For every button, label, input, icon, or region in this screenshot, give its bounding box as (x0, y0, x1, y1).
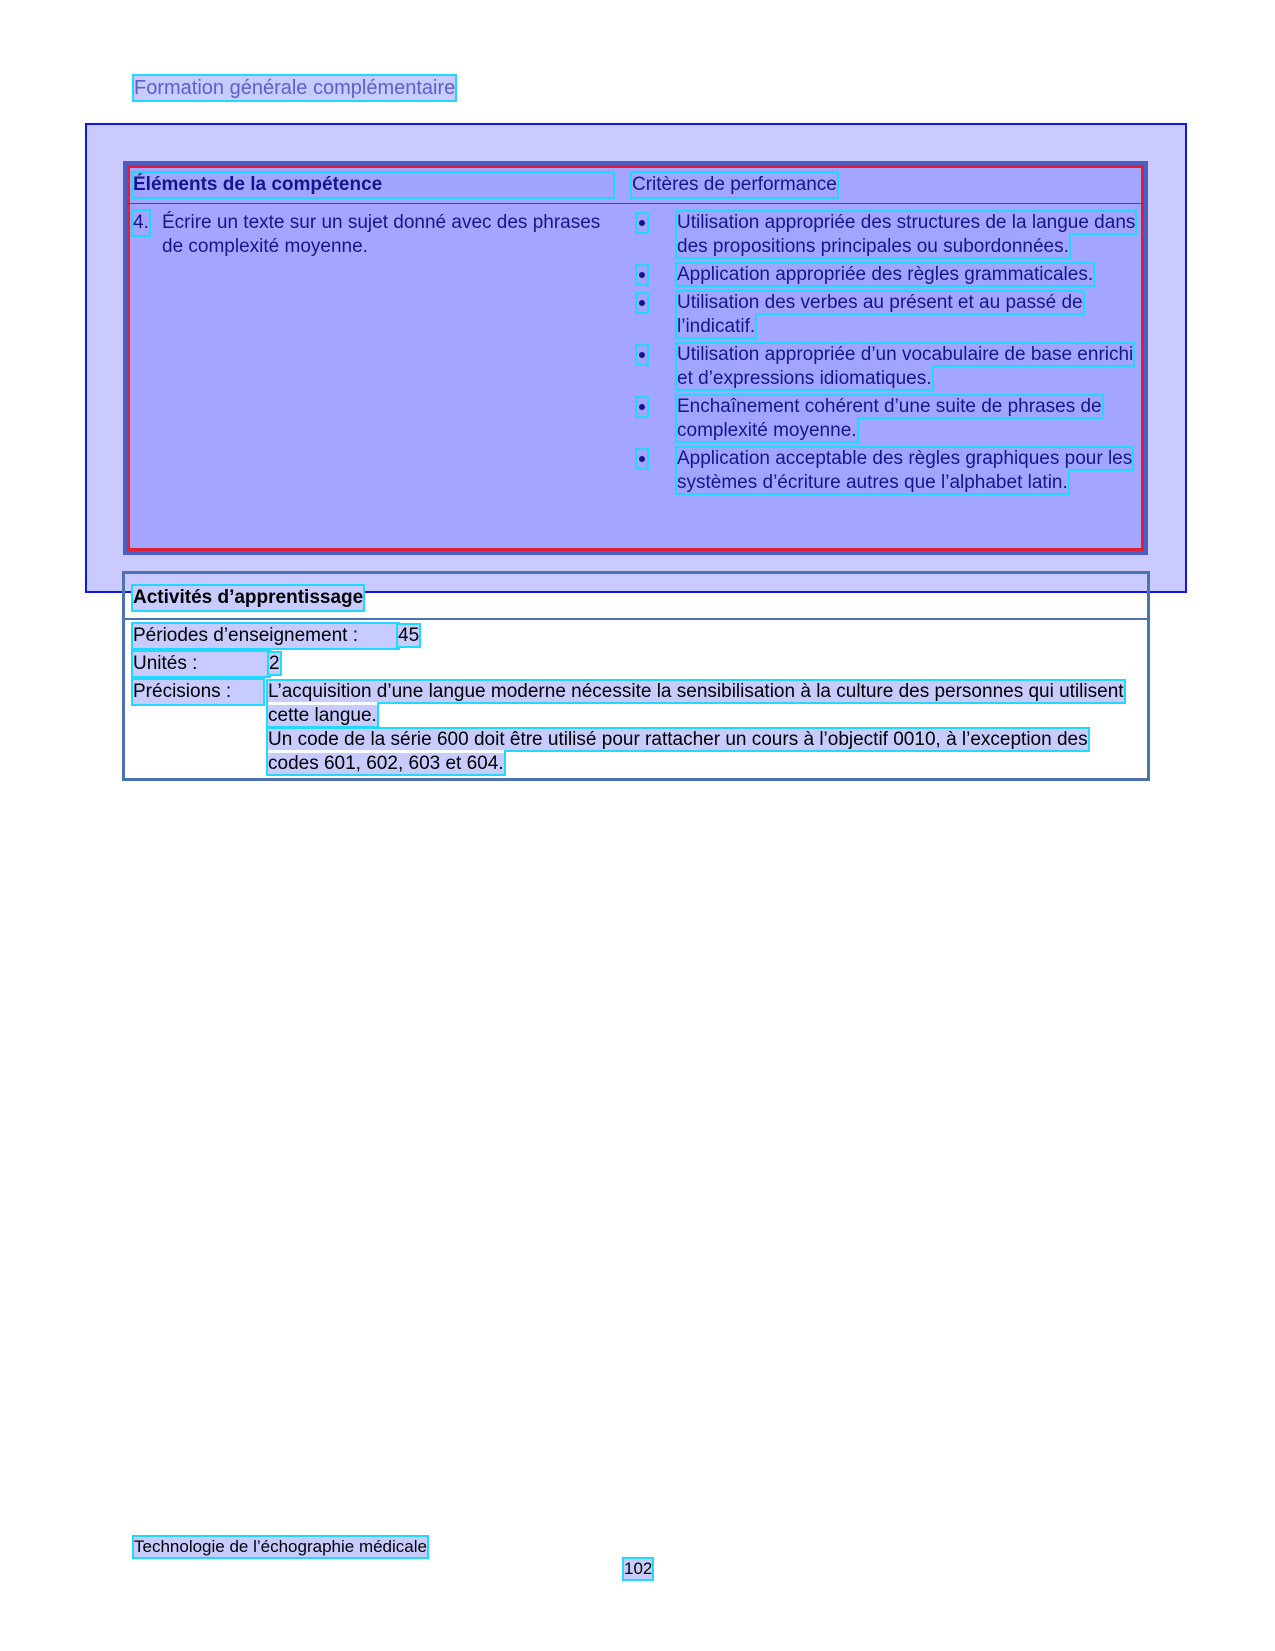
bullet-icon (637, 398, 647, 416)
bullet-icon (637, 294, 647, 312)
criterion-item (637, 263, 1137, 287)
page-number: 102 (624, 1559, 653, 1578)
criterion-item (637, 291, 1137, 339)
performance-criteria-list (637, 211, 1137, 499)
criterion-item (637, 343, 1137, 391)
table-header-divider (127, 203, 1144, 204)
criterion-text: Application acceptable des règles graphiques pour les systèmes d’écriture autres que l’alphabet latin. (677, 448, 1133, 493)
criterion-text: Enchaînement cohérent d’une suite de phrases de complexité moyenne. (677, 396, 1102, 441)
element-text: Écrire un texte sur un sujet donné avec des phrases de complexité moyenne. (162, 212, 601, 257)
activities-title: Activités d’apprentissage (133, 587, 364, 608)
activities-divider (125, 618, 1147, 620)
learning-activities-box (122, 571, 1150, 781)
bullet-icon (637, 450, 647, 468)
precision-paragraph: L’acquisition d’une langue moderne nécessite la sensibilisation à la culture des personnes qui utilisent cette langue. (268, 681, 1124, 726)
element-number: 4. (133, 212, 149, 233)
elements-column-header: Éléments de la compétence (133, 173, 613, 197)
precision-paragraph: Un code de la série 600 doit être utilisé pour rattacher un cours à l’objectif 0010, à l’exception des codes 601, 602, 603 et 604. (268, 729, 1088, 774)
bullet-icon (637, 214, 647, 232)
teaching-periods-value: 45 (398, 625, 420, 646)
precisions-body (268, 680, 1138, 776)
units-label: Unités : (133, 652, 269, 676)
criteria-column-header: Critères de performance (632, 174, 837, 195)
criterion-item (637, 447, 1137, 495)
criterion-item (637, 211, 1137, 259)
units-row (133, 652, 280, 676)
page-header-title: Formation générale complémentaire (134, 77, 456, 99)
competence-table (123, 161, 1148, 555)
criterion-text: Utilisation appropriée des structures de la langue dans des propositions principales ou subordonnées. (677, 212, 1136, 257)
criterion-item (637, 395, 1137, 443)
criterion-text: Utilisation des verbes au présent et au passé de l’indicatif. (677, 292, 1083, 337)
criterion-text: Utilisation appropriée d’un vocabulaire de base enrichi et d’expressions idiomatiques. (677, 344, 1134, 389)
criterion-text: Application appropriée des règles grammaticales. (677, 264, 1094, 285)
bullet-icon (637, 346, 647, 364)
teaching-periods-label: Périodes d’enseignement : (133, 624, 398, 648)
teaching-periods-row (133, 624, 419, 648)
units-value: 2 (269, 653, 280, 674)
bullet-icon (637, 266, 647, 284)
footer-program-title: Technologie de l’échographie médicale (134, 1537, 427, 1556)
precisions-label: Précisions : (133, 680, 263, 704)
